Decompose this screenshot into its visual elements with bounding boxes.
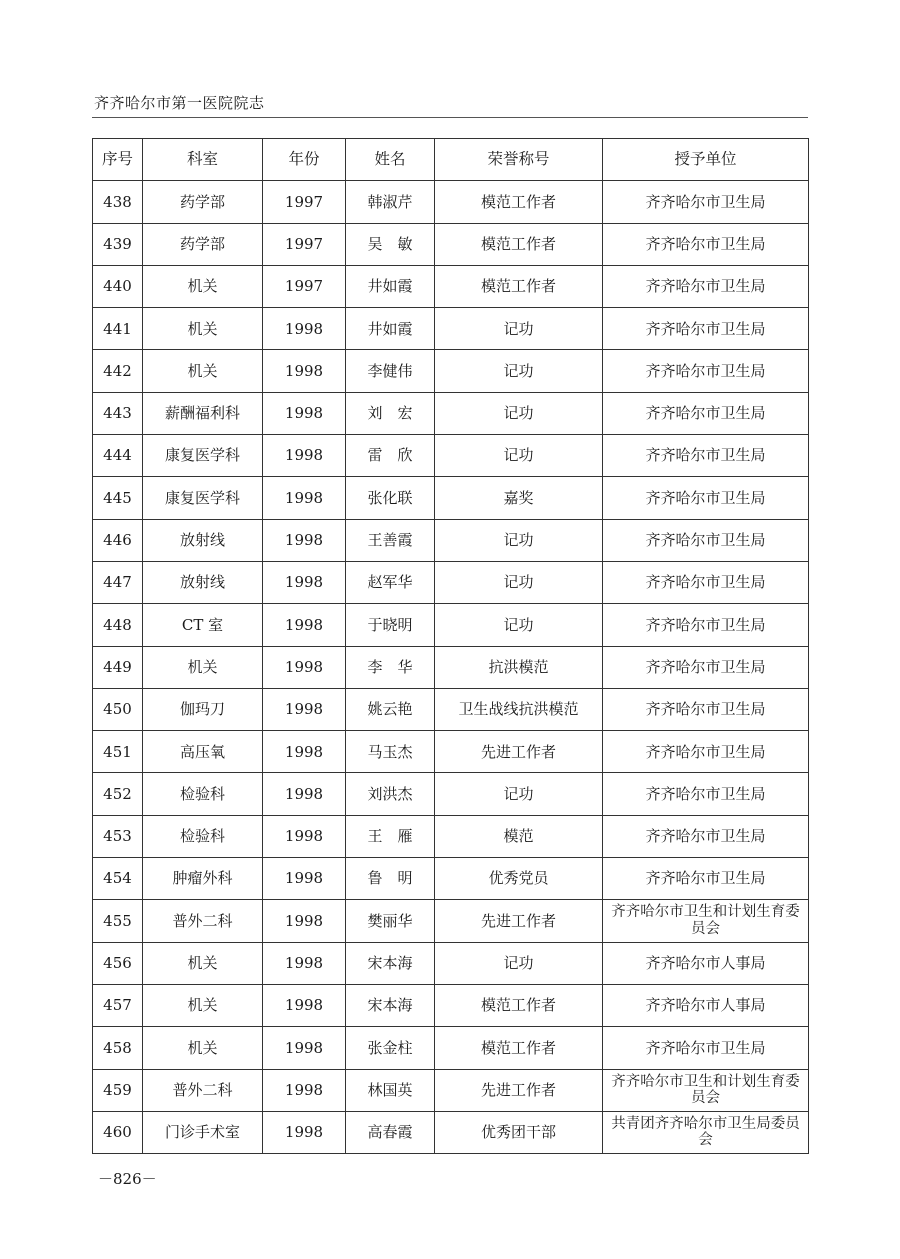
cell-department: 薪酬福利科 bbox=[143, 392, 263, 434]
cell-department: 机关 bbox=[143, 265, 263, 307]
cell-name: 吴 敏 bbox=[346, 223, 435, 265]
cell-year: 1998 bbox=[263, 519, 346, 561]
cell-department: 康复医学科 bbox=[143, 477, 263, 519]
cell-department: 机关 bbox=[143, 984, 263, 1026]
cell-year: 1998 bbox=[263, 900, 346, 942]
cell-awarding-unit: 齐齐哈尔市人事局 bbox=[603, 984, 809, 1026]
cell-index: 453 bbox=[93, 815, 143, 857]
cell-awarding-unit: 齐齐哈尔市卫生局 bbox=[603, 350, 809, 392]
cell-department: 康复医学科 bbox=[143, 435, 263, 477]
cell-index: 445 bbox=[93, 477, 143, 519]
cell-department: 普外二科 bbox=[143, 1069, 263, 1111]
table-row bbox=[93, 477, 809, 519]
table-row bbox=[93, 181, 809, 223]
cell-name: 赵军华 bbox=[346, 561, 435, 603]
cell-name: 张金柱 bbox=[346, 1027, 435, 1069]
cell-awarding-unit: 齐齐哈尔市卫生局 bbox=[603, 223, 809, 265]
cell-department: 检验科 bbox=[143, 773, 263, 815]
cell-year: 1998 bbox=[263, 731, 346, 773]
cell-name: 姚云艳 bbox=[346, 688, 435, 730]
cell-honor: 嘉奖 bbox=[435, 477, 603, 519]
cell-name: 高春霞 bbox=[346, 1111, 435, 1153]
cell-awarding-unit: 齐齐哈尔市卫生局 bbox=[603, 858, 809, 900]
column-header-department: 科室 bbox=[143, 139, 263, 181]
cell-department: 伽玛刀 bbox=[143, 688, 263, 730]
table-row bbox=[93, 308, 809, 350]
cell-honor: 先进工作者 bbox=[435, 731, 603, 773]
cell-name: 王 雁 bbox=[346, 815, 435, 857]
cell-year: 1998 bbox=[263, 1111, 346, 1153]
header-rule bbox=[92, 117, 808, 118]
cell-index: 441 bbox=[93, 308, 143, 350]
cell-awarding-unit: 齐齐哈尔市卫生局 bbox=[603, 435, 809, 477]
cell-honor: 抗洪模范 bbox=[435, 646, 603, 688]
cell-index: 457 bbox=[93, 984, 143, 1026]
cell-year: 1998 bbox=[263, 815, 346, 857]
cell-awarding-unit: 齐齐哈尔市卫生局 bbox=[603, 773, 809, 815]
cell-awarding-unit: 齐齐哈尔市人事局 bbox=[603, 942, 809, 984]
cell-awarding-unit: 齐齐哈尔市卫生局 bbox=[603, 519, 809, 561]
cell-index: 459 bbox=[93, 1069, 143, 1111]
cell-year: 1998 bbox=[263, 688, 346, 730]
cell-index: 446 bbox=[93, 519, 143, 561]
table-row bbox=[93, 1027, 809, 1069]
cell-year: 1998 bbox=[263, 350, 346, 392]
cell-year: 1997 bbox=[263, 181, 346, 223]
cell-honor: 模范工作者 bbox=[435, 984, 603, 1026]
cell-honor: 模范工作者 bbox=[435, 1027, 603, 1069]
cell-department: 机关 bbox=[143, 308, 263, 350]
cell-honor: 记功 bbox=[435, 308, 603, 350]
cell-department: 高压氧 bbox=[143, 731, 263, 773]
cell-honor: 模范工作者 bbox=[435, 181, 603, 223]
cell-year: 1998 bbox=[263, 392, 346, 434]
cell-name: 井如霞 bbox=[346, 265, 435, 307]
table-row bbox=[93, 815, 809, 857]
cell-awarding-unit: 齐齐哈尔市卫生局 bbox=[603, 265, 809, 307]
cell-year: 1998 bbox=[263, 435, 346, 477]
table-row bbox=[93, 646, 809, 688]
cell-department: 检验科 bbox=[143, 815, 263, 857]
table-row bbox=[93, 392, 809, 434]
cell-department: 药学部 bbox=[143, 223, 263, 265]
cell-index: 440 bbox=[93, 265, 143, 307]
cell-year: 1997 bbox=[263, 265, 346, 307]
cell-honor: 优秀党员 bbox=[435, 858, 603, 900]
cell-awarding-unit: 齐齐哈尔市卫生局 bbox=[603, 688, 809, 730]
cell-index: 458 bbox=[93, 1027, 143, 1069]
cell-department: 肿瘤外科 bbox=[143, 858, 263, 900]
running-header-title: 齐齐哈尔市第一医院院志 bbox=[94, 94, 265, 112]
cell-index: 452 bbox=[93, 773, 143, 815]
cell-awarding-unit: 共青团齐齐哈尔市卫生局委员会 bbox=[603, 1111, 809, 1153]
cell-honor: 卫生战线抗洪模范 bbox=[435, 688, 603, 730]
table-row bbox=[93, 350, 809, 392]
cell-index: 442 bbox=[93, 350, 143, 392]
cell-index: 439 bbox=[93, 223, 143, 265]
cell-name: 林国英 bbox=[346, 1069, 435, 1111]
table-row bbox=[93, 561, 809, 603]
honors-table bbox=[92, 138, 809, 1154]
cell-name: 樊丽华 bbox=[346, 900, 435, 942]
cell-name: 于晓明 bbox=[346, 604, 435, 646]
cell-awarding-unit: 齐齐哈尔市卫生和计划生育委员会 bbox=[603, 900, 809, 942]
cell-name: 宋本海 bbox=[346, 942, 435, 984]
cell-name: 井如霞 bbox=[346, 308, 435, 350]
cell-year: 1998 bbox=[263, 942, 346, 984]
cell-awarding-unit: 齐齐哈尔市卫生局 bbox=[603, 308, 809, 350]
cell-index: 447 bbox=[93, 561, 143, 603]
table-row bbox=[93, 731, 809, 773]
cell-department: 普外二科 bbox=[143, 900, 263, 942]
cell-honor: 模范工作者 bbox=[435, 265, 603, 307]
table-row bbox=[93, 435, 809, 477]
cell-honor: 优秀团干部 bbox=[435, 1111, 603, 1153]
table-row bbox=[93, 773, 809, 815]
cell-department: 机关 bbox=[143, 350, 263, 392]
cell-department: 药学部 bbox=[143, 181, 263, 223]
cell-year: 1998 bbox=[263, 477, 346, 519]
cell-year: 1998 bbox=[263, 1027, 346, 1069]
cell-year: 1998 bbox=[263, 561, 346, 603]
cell-department: 放射线 bbox=[143, 561, 263, 603]
cell-index: 449 bbox=[93, 646, 143, 688]
cell-awarding-unit: 齐齐哈尔市卫生局 bbox=[603, 731, 809, 773]
cell-honor: 记功 bbox=[435, 942, 603, 984]
cell-index: 438 bbox=[93, 181, 143, 223]
table-row bbox=[93, 688, 809, 730]
cell-awarding-unit: 齐齐哈尔市卫生局 bbox=[603, 392, 809, 434]
cell-year: 1997 bbox=[263, 223, 346, 265]
cell-name: 刘洪杰 bbox=[346, 773, 435, 815]
table-row bbox=[93, 265, 809, 307]
column-header-year: 年份 bbox=[263, 139, 346, 181]
table-row bbox=[93, 604, 809, 646]
cell-name: 鲁 明 bbox=[346, 858, 435, 900]
table-row bbox=[93, 858, 809, 900]
cell-honor: 记功 bbox=[435, 350, 603, 392]
cell-index: 460 bbox=[93, 1111, 143, 1153]
column-header-honor: 荣誉称号 bbox=[435, 139, 603, 181]
cell-department: 门诊手术室 bbox=[143, 1111, 263, 1153]
cell-year: 1998 bbox=[263, 984, 346, 1026]
column-header-index: 序号 bbox=[93, 139, 143, 181]
column-header-awarding-unit: 授予单位 bbox=[603, 139, 809, 181]
cell-name: 雷 欣 bbox=[346, 435, 435, 477]
cell-awarding-unit: 齐齐哈尔市卫生和计划生育委员会 bbox=[603, 1069, 809, 1111]
cell-name: 张化联 bbox=[346, 477, 435, 519]
cell-honor: 先进工作者 bbox=[435, 1069, 603, 1111]
table-row bbox=[93, 1069, 809, 1111]
cell-department: 放射线 bbox=[143, 519, 263, 561]
cell-department: 机关 bbox=[143, 942, 263, 984]
table-body bbox=[93, 181, 809, 1154]
cell-awarding-unit: 齐齐哈尔市卫生局 bbox=[603, 477, 809, 519]
table-row bbox=[93, 223, 809, 265]
cell-year: 1998 bbox=[263, 308, 346, 350]
cell-year: 1998 bbox=[263, 858, 346, 900]
table-row bbox=[93, 942, 809, 984]
cell-year: 1998 bbox=[263, 604, 346, 646]
cell-awarding-unit: 齐齐哈尔市卫生局 bbox=[603, 181, 809, 223]
cell-honor: 先进工作者 bbox=[435, 900, 603, 942]
table-row bbox=[93, 900, 809, 942]
cell-awarding-unit: 齐齐哈尔市卫生局 bbox=[603, 646, 809, 688]
cell-year: 1998 bbox=[263, 1069, 346, 1111]
cell-name: 刘 宏 bbox=[346, 392, 435, 434]
cell-index: 444 bbox=[93, 435, 143, 477]
cell-awarding-unit: 齐齐哈尔市卫生局 bbox=[603, 1027, 809, 1069]
cell-awarding-unit: 齐齐哈尔市卫生局 bbox=[603, 815, 809, 857]
cell-name: 宋本海 bbox=[346, 984, 435, 1026]
cell-year: 1998 bbox=[263, 773, 346, 815]
cell-awarding-unit: 齐齐哈尔市卫生局 bbox=[603, 561, 809, 603]
table-row bbox=[93, 519, 809, 561]
cell-honor: 记功 bbox=[435, 435, 603, 477]
cell-name: 王善霞 bbox=[346, 519, 435, 561]
table-row bbox=[93, 984, 809, 1026]
cell-department: CT 室 bbox=[143, 604, 263, 646]
cell-index: 455 bbox=[93, 900, 143, 942]
table-row bbox=[93, 1111, 809, 1153]
cell-department: 机关 bbox=[143, 1027, 263, 1069]
cell-honor: 记功 bbox=[435, 519, 603, 561]
cell-index: 454 bbox=[93, 858, 143, 900]
cell-name: 马玉杰 bbox=[346, 731, 435, 773]
cell-honor: 记功 bbox=[435, 392, 603, 434]
cell-honor: 模范工作者 bbox=[435, 223, 603, 265]
cell-name: 李健伟 bbox=[346, 350, 435, 392]
column-header-name: 姓名 bbox=[346, 139, 435, 181]
cell-index: 443 bbox=[93, 392, 143, 434]
cell-name: 韩淑芹 bbox=[346, 181, 435, 223]
cell-honor: 记功 bbox=[435, 773, 603, 815]
table-header-row bbox=[93, 139, 809, 181]
cell-index: 448 bbox=[93, 604, 143, 646]
cell-year: 1998 bbox=[263, 646, 346, 688]
cell-index: 456 bbox=[93, 942, 143, 984]
cell-honor: 记功 bbox=[435, 604, 603, 646]
page-number: －826－ bbox=[98, 1170, 157, 1188]
cell-index: 451 bbox=[93, 731, 143, 773]
cell-name: 李 华 bbox=[346, 646, 435, 688]
cell-honor: 模范 bbox=[435, 815, 603, 857]
cell-awarding-unit: 齐齐哈尔市卫生局 bbox=[603, 604, 809, 646]
cell-honor: 记功 bbox=[435, 561, 603, 603]
cell-index: 450 bbox=[93, 688, 143, 730]
cell-department: 机关 bbox=[143, 646, 263, 688]
